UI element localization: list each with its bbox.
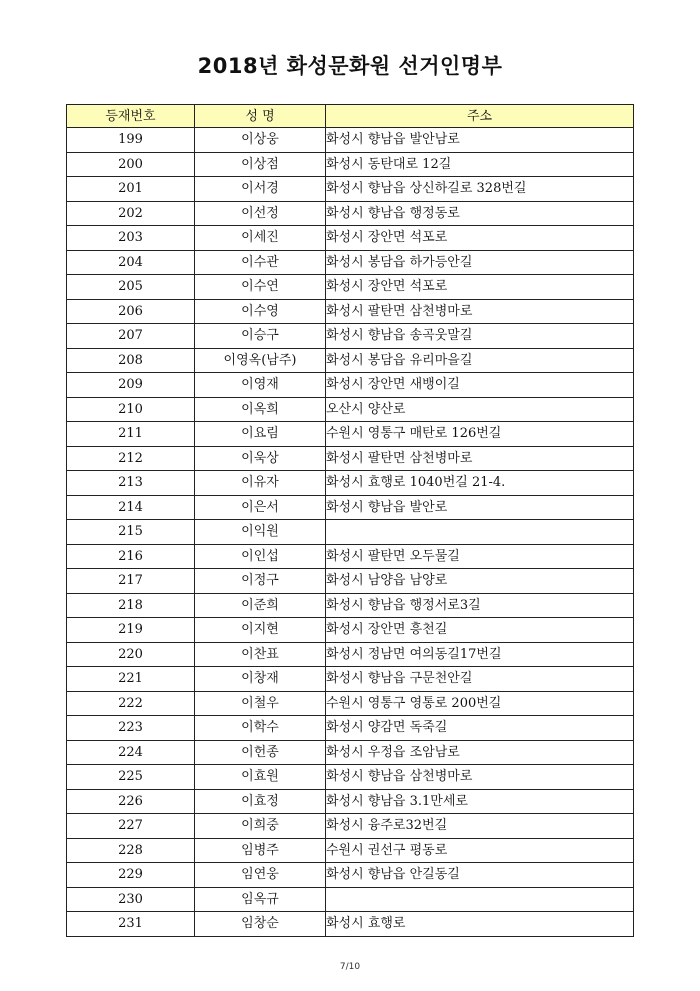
header-name: 성 명 xyxy=(195,105,326,128)
name-cell: 이영재 xyxy=(195,373,326,398)
address-cell: 화성시 효행로 xyxy=(326,912,634,937)
address-cell: 화성시 장안면 석포로 xyxy=(326,275,634,300)
registration-number-cell: 214 xyxy=(67,495,195,520)
name-cell: 이선정 xyxy=(195,201,326,226)
address-cell: 화성시 향남읍 구문천안길 xyxy=(326,667,634,692)
table-row xyxy=(67,863,634,888)
address-cell: 화성시 우정읍 조암남로 xyxy=(326,740,634,765)
registration-number-cell: 222 xyxy=(67,691,195,716)
address-cell xyxy=(326,520,634,545)
address-cell: 화성시 장안면 흥천길 xyxy=(326,618,634,643)
name-cell: 이욱상 xyxy=(195,446,326,471)
voter-roster-table xyxy=(66,104,634,937)
address-cell: 화성시 장안면 새뱅이길 xyxy=(326,373,634,398)
table-row xyxy=(67,544,634,569)
address-cell: 화성시 봉담읍 하가등안길 xyxy=(326,250,634,275)
table-row xyxy=(67,569,634,594)
name-cell: 이희중 xyxy=(195,814,326,839)
registration-number-cell: 218 xyxy=(67,593,195,618)
address-cell: 화성시 융주로32번길 xyxy=(326,814,634,839)
registration-number-cell: 231 xyxy=(67,912,195,937)
address-cell: 화성시 양감면 독죽길 xyxy=(326,716,634,741)
table-row xyxy=(67,446,634,471)
name-cell: 이수연 xyxy=(195,275,326,300)
registration-number-cell: 201 xyxy=(67,177,195,202)
table-row xyxy=(67,495,634,520)
table-row xyxy=(67,838,634,863)
address-cell: 화성시 향남읍 송곡웃말길 xyxy=(326,324,634,349)
registration-number-cell: 227 xyxy=(67,814,195,839)
table-row xyxy=(67,128,634,153)
address-cell: 화성시 향남읍 발안로 xyxy=(326,495,634,520)
name-cell: 이은서 xyxy=(195,495,326,520)
table-row xyxy=(67,520,634,545)
address-cell: 수원시 영통구 영통로 200번길 xyxy=(326,691,634,716)
address-cell: 화성시 향남읍 행정서로3길 xyxy=(326,593,634,618)
address-cell: 화성시 봉담읍 유리마을길 xyxy=(326,348,634,373)
header-row xyxy=(67,105,634,128)
registration-number-cell: 228 xyxy=(67,838,195,863)
name-cell: 이상점 xyxy=(195,152,326,177)
table-row xyxy=(67,226,634,251)
name-cell: 임옥규 xyxy=(195,887,326,912)
table-row xyxy=(67,422,634,447)
table-row xyxy=(67,397,634,422)
registration-number-cell: 209 xyxy=(67,373,195,398)
address-cell: 화성시 향남읍 안길동길 xyxy=(326,863,634,888)
name-cell: 이세진 xyxy=(195,226,326,251)
name-cell: 이옥희 xyxy=(195,397,326,422)
name-cell: 임연웅 xyxy=(195,863,326,888)
name-cell: 이찬표 xyxy=(195,642,326,667)
name-cell: 이영옥(남주) xyxy=(195,348,326,373)
name-cell: 이효원 xyxy=(195,765,326,790)
table-row xyxy=(67,275,634,300)
table-row xyxy=(67,373,634,398)
table-row xyxy=(67,887,634,912)
address-cell: 화성시 정남면 여의동길17번길 xyxy=(326,642,634,667)
address-cell: 화성시 동탄대로 12길 xyxy=(326,152,634,177)
name-cell: 이수관 xyxy=(195,250,326,275)
header-address: 주소 xyxy=(326,105,634,128)
table-row xyxy=(67,299,634,324)
registration-number-cell: 221 xyxy=(67,667,195,692)
address-cell: 오산시 양산로 xyxy=(326,397,634,422)
table-row xyxy=(67,177,634,202)
address-cell: 화성시 향남읍 상신하길로 328번길 xyxy=(326,177,634,202)
name-cell: 이승구 xyxy=(195,324,326,349)
address-cell: 화성시 장안면 석포로 xyxy=(326,226,634,251)
table-row xyxy=(67,912,634,937)
address-cell xyxy=(326,887,634,912)
table-row xyxy=(67,348,634,373)
table-row xyxy=(67,667,634,692)
registration-number-cell: 199 xyxy=(67,128,195,153)
registration-number-cell: 217 xyxy=(67,569,195,594)
registration-number-cell: 212 xyxy=(67,446,195,471)
table-row xyxy=(67,642,634,667)
table-row xyxy=(67,593,634,618)
registration-number-cell: 202 xyxy=(67,201,195,226)
name-cell: 이헌종 xyxy=(195,740,326,765)
address-cell: 화성시 향남읍 3.1만세로 xyxy=(326,789,634,814)
name-cell: 이인섭 xyxy=(195,544,326,569)
name-cell: 이익원 xyxy=(195,520,326,545)
table-row xyxy=(67,789,634,814)
name-cell: 이학수 xyxy=(195,716,326,741)
registration-number-cell: 219 xyxy=(67,618,195,643)
table-row xyxy=(67,618,634,643)
registration-number-cell: 213 xyxy=(67,471,195,496)
registration-number-cell: 225 xyxy=(67,765,195,790)
registration-number-cell: 230 xyxy=(67,887,195,912)
table-row xyxy=(67,716,634,741)
name-cell: 이창재 xyxy=(195,667,326,692)
registration-number-cell: 207 xyxy=(67,324,195,349)
table-row xyxy=(67,152,634,177)
registration-number-cell: 223 xyxy=(67,716,195,741)
name-cell: 이요림 xyxy=(195,422,326,447)
registration-number-cell: 210 xyxy=(67,397,195,422)
table-body xyxy=(67,128,634,937)
address-cell: 화성시 향남읍 삼천병마로 xyxy=(326,765,634,790)
name-cell: 이수영 xyxy=(195,299,326,324)
address-cell: 화성시 팔탄면 삼천병마로 xyxy=(326,446,634,471)
address-cell: 화성시 팔탄면 삼천병마로 xyxy=(326,299,634,324)
name-cell: 이철우 xyxy=(195,691,326,716)
address-cell: 화성시 향남읍 행정동로 xyxy=(326,201,634,226)
address-cell: 화성시 팔탄면 오두물길 xyxy=(326,544,634,569)
address-cell: 화성시 효행로 1040번길 21-4. xyxy=(326,471,634,496)
registration-number-cell: 206 xyxy=(67,299,195,324)
address-cell: 화성시 향남읍 발안남로 xyxy=(326,128,634,153)
table-row xyxy=(67,691,634,716)
registration-number-cell: 200 xyxy=(67,152,195,177)
name-cell: 이지현 xyxy=(195,618,326,643)
registration-number-cell: 220 xyxy=(67,642,195,667)
registration-number-cell: 203 xyxy=(67,226,195,251)
registration-number-cell: 216 xyxy=(67,544,195,569)
name-cell: 임병주 xyxy=(195,838,326,863)
name-cell: 이정구 xyxy=(195,569,326,594)
table-row xyxy=(67,201,634,226)
name-cell: 이상웅 xyxy=(195,128,326,153)
registration-number-cell: 226 xyxy=(67,789,195,814)
table-row xyxy=(67,250,634,275)
registration-number-cell: 224 xyxy=(67,740,195,765)
document-title: 2018년 화성문화원 선거인명부 xyxy=(197,54,503,78)
address-cell: 수원시 영통구 매탄로 126번길 xyxy=(326,422,634,447)
address-cell: 수원시 권선구 평동로 xyxy=(326,838,634,863)
name-cell: 이서경 xyxy=(195,177,326,202)
table-header xyxy=(67,105,634,128)
name-cell: 이효정 xyxy=(195,789,326,814)
name-cell: 임창순 xyxy=(195,912,326,937)
registration-number-cell: 211 xyxy=(67,422,195,447)
address-cell: 화성시 남양읍 남양로 xyxy=(326,569,634,594)
name-cell: 이준희 xyxy=(195,593,326,618)
table-row xyxy=(67,740,634,765)
registration-number-cell: 215 xyxy=(67,520,195,545)
registration-number-cell: 229 xyxy=(67,863,195,888)
table-row xyxy=(67,765,634,790)
table-row xyxy=(67,324,634,349)
header-registration-number: 등재번호 xyxy=(67,105,195,128)
registration-number-cell: 205 xyxy=(67,275,195,300)
table-row xyxy=(67,471,634,496)
name-cell: 이유자 xyxy=(195,471,326,496)
registration-number-cell: 208 xyxy=(67,348,195,373)
page-number: 7/10 xyxy=(339,962,361,972)
registration-number-cell: 204 xyxy=(67,250,195,275)
table-row xyxy=(67,814,634,839)
